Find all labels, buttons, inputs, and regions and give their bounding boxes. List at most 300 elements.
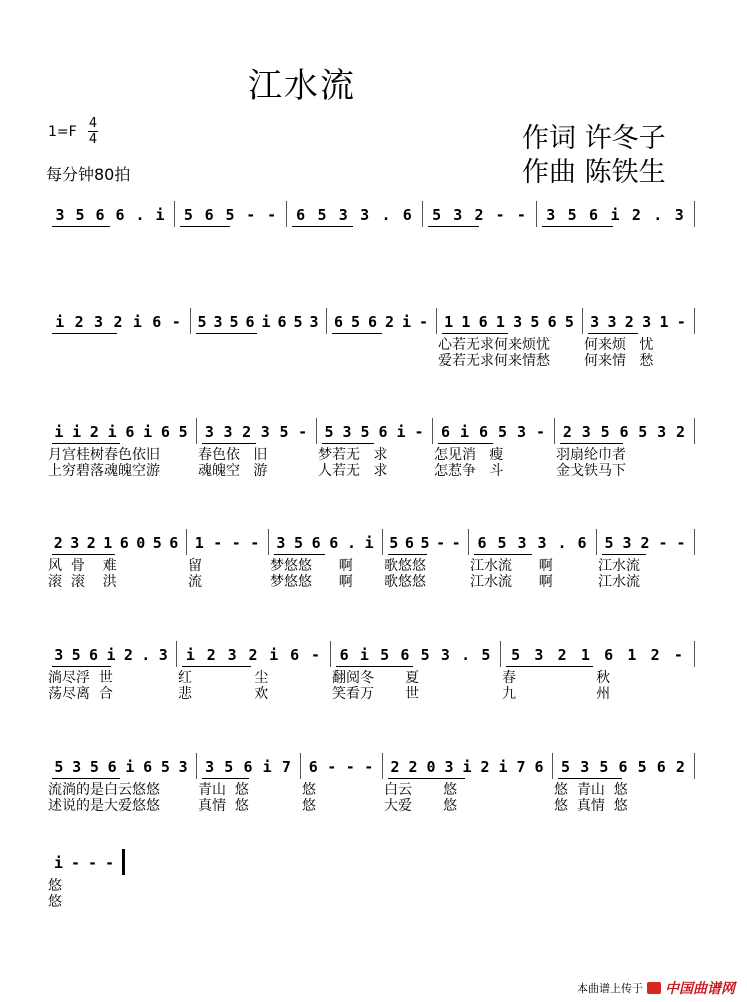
- note: 6: [115, 206, 125, 224]
- barline: [174, 201, 175, 227]
- note: i: [462, 758, 472, 776]
- note: 6: [95, 206, 105, 224]
- barline: [694, 529, 695, 555]
- note: i: [185, 646, 195, 664]
- note: 5: [420, 534, 430, 552]
- note: .: [135, 206, 145, 224]
- note: 3: [580, 758, 590, 776]
- measure: [334, 640, 496, 664]
- barline: [316, 418, 317, 444]
- note: 3: [581, 423, 591, 441]
- lyric-verse-1: 风 骨 难: [48, 558, 117, 574]
- measure: [50, 528, 182, 552]
- note: 2: [480, 758, 490, 776]
- lyric-verse-1: 青山 悠: [198, 782, 249, 798]
- barline: [382, 753, 383, 779]
- note: -: [364, 758, 374, 776]
- note: -: [298, 423, 308, 441]
- beam-line: [474, 554, 532, 555]
- measure: [504, 640, 690, 664]
- note: 3: [546, 206, 556, 224]
- note: 3: [223, 423, 233, 441]
- note: -: [535, 423, 546, 441]
- beam-line: [52, 554, 115, 555]
- note: 6: [152, 313, 162, 331]
- barline: [694, 308, 695, 334]
- note: 5: [324, 423, 334, 441]
- note: 1: [659, 313, 669, 331]
- lyric-verse-2: 述说的是大爱悠悠: [48, 798, 160, 814]
- lyric-verse-1: 留: [188, 558, 202, 574]
- lyric-verse-1: 春 秋: [502, 670, 611, 686]
- note: i: [107, 423, 117, 441]
- note: 5: [604, 534, 614, 552]
- note: 3: [517, 534, 527, 552]
- note: 6: [169, 534, 179, 552]
- note: 6: [125, 423, 135, 441]
- measure: [290, 200, 418, 224]
- note: 5: [225, 206, 235, 224]
- note: 5: [152, 534, 162, 552]
- measure: [330, 307, 432, 331]
- beam-line: [182, 666, 251, 667]
- lyric-verse-1: 梦悠悠 啊: [270, 558, 353, 574]
- note: i: [610, 206, 620, 224]
- barline: [196, 418, 197, 444]
- note: 3: [607, 313, 617, 331]
- lyric-verse-2: 大爱 悠: [384, 798, 458, 814]
- lyric-verse-1: 心若无求何来烦忧: [438, 337, 550, 353]
- note: 6: [589, 206, 599, 224]
- note: 3: [360, 206, 370, 224]
- barline: [286, 201, 287, 227]
- barline: [694, 201, 695, 227]
- note: -: [70, 854, 81, 872]
- note: -: [345, 758, 355, 776]
- beam-line: [542, 226, 613, 227]
- note: 3: [276, 534, 286, 552]
- measure: [200, 417, 312, 441]
- note: 6: [311, 534, 321, 552]
- measure: [50, 307, 186, 331]
- note: 7: [516, 758, 526, 776]
- note: 1: [461, 313, 471, 331]
- note: 2: [562, 423, 572, 441]
- note: 5: [600, 423, 610, 441]
- lyric-verse-1: 月宫桂树春色依旧: [48, 447, 160, 463]
- measure: [320, 417, 428, 441]
- note: -: [451, 534, 461, 552]
- measure: [50, 848, 118, 872]
- note: 6: [296, 206, 306, 224]
- note: 6: [604, 646, 614, 664]
- note: .: [346, 534, 356, 552]
- tempo-marking: 每分钟80拍: [46, 165, 131, 184]
- note: 3: [309, 313, 319, 331]
- lyric-verse-2: 悠: [48, 894, 62, 910]
- note: 1: [103, 534, 113, 552]
- note: 3: [513, 313, 523, 331]
- beam-line: [202, 443, 256, 444]
- note: 5: [530, 313, 540, 331]
- note: 7: [281, 758, 291, 776]
- note: 2: [557, 646, 567, 664]
- note: 6: [577, 534, 587, 552]
- note: 6: [243, 758, 253, 776]
- measure: [600, 528, 690, 552]
- beam-line: [336, 666, 413, 667]
- note: 5: [561, 758, 571, 776]
- measure: [386, 528, 464, 552]
- note: 3: [227, 646, 237, 664]
- beam-line: [292, 226, 353, 227]
- site-name: 中国曲谱网: [665, 981, 735, 997]
- note: 2: [89, 423, 99, 441]
- beam-line: [52, 226, 110, 227]
- final-barline: [122, 849, 125, 875]
- note: i: [125, 758, 135, 776]
- barline: [582, 308, 583, 334]
- note: 2: [206, 646, 216, 664]
- note: 5: [638, 423, 648, 441]
- note: 6: [333, 313, 344, 331]
- note: 3: [260, 423, 270, 441]
- beam-line: [52, 333, 117, 334]
- lyric-verse-2: 梦悠悠 啊: [270, 574, 353, 590]
- footer-text: 本曲谱上传于: [577, 982, 643, 995]
- note: 5: [360, 423, 370, 441]
- beam-line: [560, 443, 623, 444]
- note: 2: [74, 313, 84, 331]
- note: 5: [279, 423, 289, 441]
- note: i: [359, 646, 369, 664]
- barline: [190, 308, 191, 334]
- note: 3: [453, 206, 463, 224]
- barline: [536, 201, 537, 227]
- lyric-verse-2: 魂魄空 游: [198, 463, 268, 479]
- note: i: [106, 646, 116, 664]
- note: .: [653, 206, 663, 224]
- lyric-verse-1: 悠 青山 悠: [554, 782, 628, 798]
- measure: [558, 417, 690, 441]
- note: 3: [72, 758, 82, 776]
- lyric-verse-1: 淌尽浮 世: [48, 670, 113, 686]
- beam-line: [428, 226, 479, 227]
- note: -: [267, 206, 277, 224]
- measure: [440, 307, 578, 331]
- measure: [200, 752, 296, 776]
- note: 6: [534, 758, 544, 776]
- note: 6: [478, 313, 488, 331]
- note: i: [396, 423, 406, 441]
- barline: [300, 753, 301, 779]
- note: 3: [94, 313, 104, 331]
- note: i: [498, 758, 508, 776]
- note: -: [327, 758, 337, 776]
- note: 3: [537, 534, 547, 552]
- note: 5: [229, 313, 239, 331]
- note: 1: [580, 646, 590, 664]
- lyric-verse-2: 荡尽离 合: [48, 686, 113, 702]
- note: .: [141, 646, 151, 664]
- measure: [472, 528, 592, 552]
- note: -: [231, 534, 241, 552]
- barline: [436, 308, 437, 334]
- barline: [326, 308, 327, 334]
- barline: [500, 641, 501, 667]
- note: 2: [624, 313, 634, 331]
- lyric-verse-2: 人若无 求: [318, 463, 388, 479]
- note: 3: [204, 423, 214, 441]
- beam-line: [52, 443, 120, 444]
- lyric-verse-1: 何来烦 忧: [584, 337, 654, 353]
- lyric-verse-2: 歌悠悠: [384, 574, 426, 590]
- note: -: [676, 313, 686, 331]
- beam-line: [506, 666, 593, 667]
- note: 5: [54, 758, 64, 776]
- barline: [554, 418, 555, 444]
- note: -: [495, 206, 505, 224]
- note: 5: [511, 646, 521, 664]
- measure: [586, 307, 690, 331]
- footer: [577, 978, 735, 998]
- lyric-verse-1: 流淌的是白云悠悠: [48, 782, 160, 798]
- note: -: [87, 854, 98, 872]
- lyric-verse-1: 梦若无 求: [318, 447, 388, 463]
- composer-credit: 作曲 陈铁生: [522, 157, 666, 188]
- note: 6: [367, 313, 378, 331]
- barline: [330, 641, 331, 667]
- measure: [190, 528, 264, 552]
- lyric-verse-1: 翻阅冬 夏: [332, 670, 420, 686]
- note: -: [516, 206, 526, 224]
- note: 3: [440, 646, 450, 664]
- note: 6: [245, 313, 255, 331]
- beam-line: [180, 226, 230, 227]
- note: 3: [54, 646, 64, 664]
- note: 3: [205, 758, 215, 776]
- note: i: [55, 313, 65, 331]
- measure: [304, 752, 378, 776]
- note: -: [310, 646, 320, 664]
- barline: [176, 641, 177, 667]
- note: 2: [675, 758, 685, 776]
- measure: [436, 417, 550, 441]
- note: i: [269, 646, 279, 664]
- measure: [540, 200, 690, 224]
- note: 3: [338, 206, 348, 224]
- note: i: [53, 854, 64, 872]
- note: 5: [350, 313, 361, 331]
- note: -: [436, 534, 446, 552]
- lyricist-credit: 作词 许冬子: [522, 123, 666, 154]
- note: 6: [440, 423, 451, 441]
- barline: [694, 418, 695, 444]
- lyric-verse-2: 悠: [302, 798, 316, 814]
- measure: [50, 640, 172, 664]
- note: 5: [160, 758, 170, 776]
- note: 6: [339, 646, 349, 664]
- note: -: [104, 854, 115, 872]
- lyric-verse-1: 江水流 啊: [470, 558, 553, 574]
- note: -: [171, 313, 181, 331]
- note: 2: [390, 758, 400, 776]
- note: 5: [637, 758, 647, 776]
- note: 6: [618, 758, 628, 776]
- beam-line: [202, 778, 249, 779]
- note: 3: [158, 646, 168, 664]
- beam-line: [588, 333, 638, 334]
- lyric-verse-2: 笑看万 世: [332, 686, 420, 702]
- measure: [556, 752, 690, 776]
- lyric-verse-2: 滚 滚 洪: [48, 574, 117, 590]
- note: 6: [404, 534, 414, 552]
- lyric-verse-1: 歌悠悠: [384, 558, 426, 574]
- note: i: [155, 206, 165, 224]
- note: 5: [197, 313, 207, 331]
- note: 3: [70, 534, 80, 552]
- lyric-verse-2: 流: [188, 574, 202, 590]
- beam-line: [322, 443, 374, 444]
- note: 0: [426, 758, 436, 776]
- note: 6: [547, 313, 557, 331]
- note: 5: [432, 206, 442, 224]
- note: 1: [627, 646, 637, 664]
- lyric-verse-2: 江水流 啊: [470, 574, 553, 590]
- barline: [552, 753, 553, 779]
- time-signature-bottom: 4: [88, 132, 98, 147]
- lyric-verse-1: 悠: [48, 878, 62, 894]
- note: 6: [619, 423, 629, 441]
- note: i: [262, 758, 272, 776]
- barline: [196, 753, 197, 779]
- lyric-verse-1: 悠: [302, 782, 316, 798]
- barline: [468, 529, 469, 555]
- note: 2: [123, 646, 133, 664]
- note: -: [676, 534, 686, 552]
- note: 3: [342, 423, 352, 441]
- barline: [432, 418, 433, 444]
- note: 3: [657, 423, 667, 441]
- beam-line: [52, 778, 120, 779]
- note: 6: [477, 534, 487, 552]
- barline: [268, 529, 269, 555]
- note: 3: [444, 758, 454, 776]
- note: 2: [242, 423, 252, 441]
- note: i: [459, 423, 470, 441]
- note: 5: [178, 423, 188, 441]
- measure: [50, 200, 170, 224]
- note: 6: [143, 758, 153, 776]
- note: 6: [402, 206, 412, 224]
- lyric-verse-2: 爱若无求何来情愁: [438, 353, 550, 369]
- barline: [186, 529, 187, 555]
- note: 2: [474, 206, 484, 224]
- note: i: [401, 313, 412, 331]
- beam-line: [52, 666, 111, 667]
- note: 0: [136, 534, 146, 552]
- note: 3: [178, 758, 188, 776]
- note: 5: [75, 206, 85, 224]
- site-logo-icon: [647, 982, 661, 994]
- note: 5: [599, 758, 609, 776]
- note: 6: [400, 646, 410, 664]
- note: -: [414, 423, 424, 441]
- lyric-verse-1: 江水流: [598, 558, 640, 574]
- note: i: [261, 313, 271, 331]
- page-title: 江水流: [248, 66, 356, 106]
- beam-line: [602, 554, 646, 555]
- note: i: [132, 313, 142, 331]
- barline: [694, 641, 695, 667]
- note: .: [557, 534, 567, 552]
- note: i: [54, 423, 64, 441]
- lyric-verse-2: 江水流: [598, 574, 640, 590]
- barline: [422, 201, 423, 227]
- note: 6: [329, 534, 339, 552]
- note: -: [246, 206, 256, 224]
- note: 5: [497, 423, 508, 441]
- note: -: [658, 534, 668, 552]
- note: 5: [89, 758, 99, 776]
- note: 6: [290, 646, 300, 664]
- lyric-verse-2: 怎惹争 斗: [434, 463, 504, 479]
- note: 6: [308, 758, 318, 776]
- lyric-verse-2: 上穷碧落魂魄空游: [48, 463, 160, 479]
- lyric-verse-1: 怎见消 瘦: [434, 447, 504, 463]
- note: 6: [89, 646, 99, 664]
- measure: [386, 752, 548, 776]
- note: 6: [107, 758, 117, 776]
- note: 3: [55, 206, 65, 224]
- lyric-verse-1: 春色依 旧: [198, 447, 268, 463]
- note: 2: [248, 646, 258, 664]
- note: 5: [564, 313, 574, 331]
- lyric-verse-2: 悠 真情 悠: [554, 798, 628, 814]
- note: i: [143, 423, 153, 441]
- note: 5: [389, 534, 399, 552]
- note: 5: [71, 646, 81, 664]
- barline: [382, 529, 383, 555]
- note: 3: [622, 534, 632, 552]
- lyric-verse-2: 真情 悠: [198, 798, 249, 814]
- lyric-verse-2: 悲 欢: [178, 686, 269, 702]
- note: -: [213, 534, 223, 552]
- note: i: [364, 534, 374, 552]
- beam-line: [558, 778, 622, 779]
- beam-line: [388, 554, 427, 555]
- measure: [178, 200, 282, 224]
- note: 6: [478, 423, 489, 441]
- note: 2: [408, 758, 418, 776]
- note: 1: [495, 313, 505, 331]
- note: 3: [213, 313, 223, 331]
- note: 5: [293, 534, 303, 552]
- note: 5: [481, 646, 491, 664]
- key-signature: 1=F: [48, 124, 77, 140]
- note: 5: [293, 313, 303, 331]
- time-signature-top: 4: [88, 116, 98, 131]
- note: 2: [384, 313, 395, 331]
- beam-line: [332, 333, 382, 334]
- lyric-verse-1: 羽扇纶巾者: [556, 447, 626, 463]
- note: 1: [194, 534, 204, 552]
- beam-line: [442, 333, 508, 334]
- note: 5: [497, 534, 507, 552]
- note: 3: [516, 423, 527, 441]
- barline: [694, 753, 695, 779]
- note: 2: [640, 534, 650, 552]
